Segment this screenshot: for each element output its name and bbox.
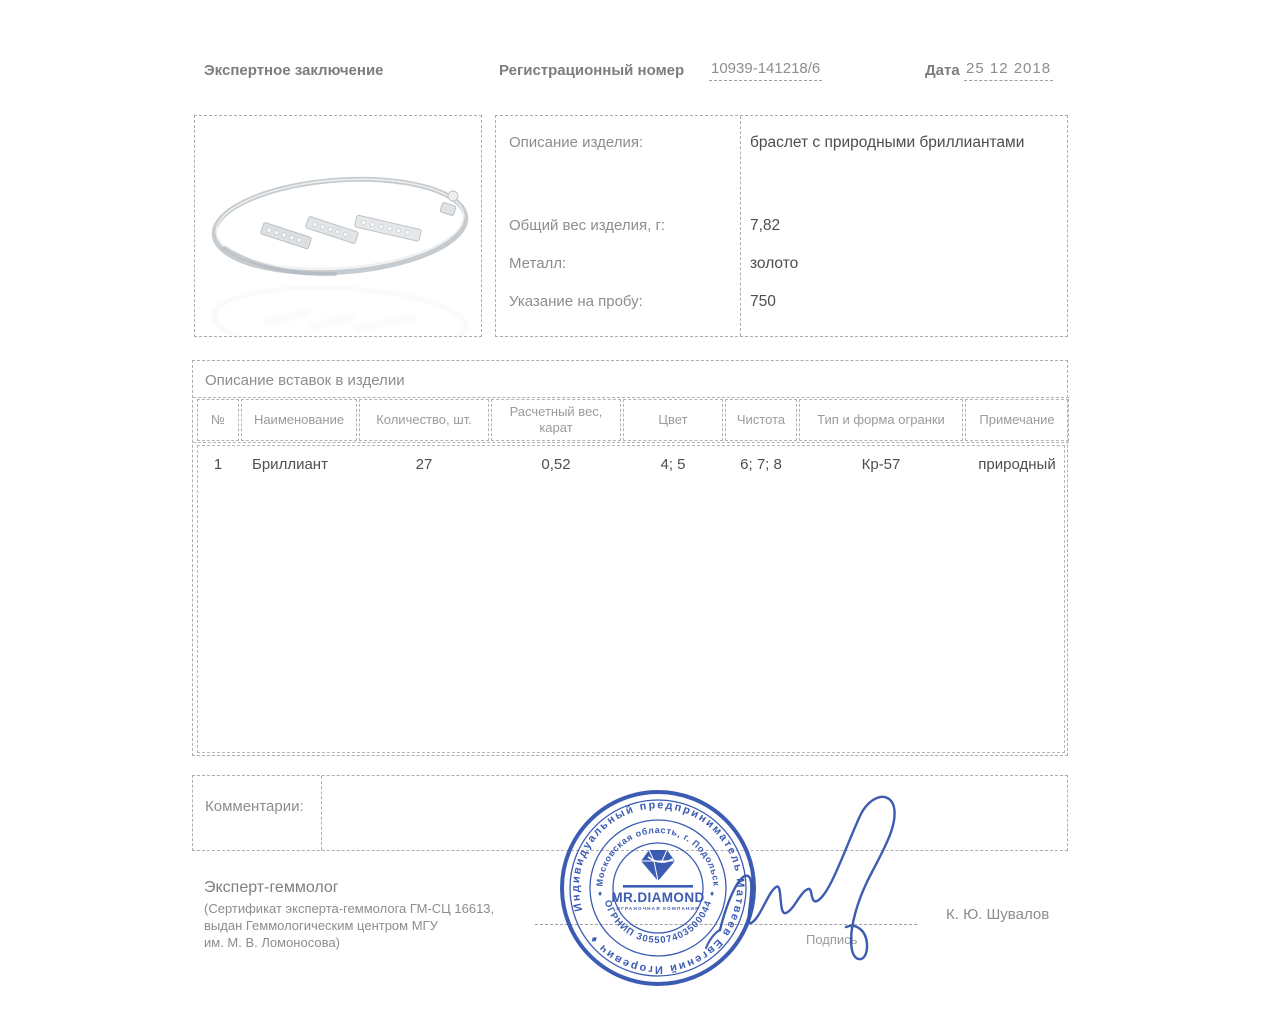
- col-cut: Тип и форма огранки: [799, 399, 963, 441]
- item-hallmark-label: Указание на пробу:: [509, 293, 643, 310]
- stamp-brand: MR.DIAMOND: [611, 890, 705, 905]
- expert-name: К. Ю. Шувалов: [946, 906, 1050, 923]
- table-row: [197, 456, 1069, 473]
- col-name: Наименование: [241, 399, 357, 441]
- cell-clarity: 6; 7; 8: [740, 456, 782, 473]
- expert-cert-line3: им. М. В. Ломоносова): [204, 935, 340, 950]
- col-clarity: Чистота: [725, 399, 797, 441]
- comments-label: Комментарии:: [205, 798, 304, 815]
- item-metal-label: Металл:: [509, 255, 567, 272]
- signature-label: Подпись: [806, 932, 858, 947]
- product-photo-box: [194, 115, 482, 337]
- item-weight-label: Общий вес изделия, г:: [509, 217, 666, 234]
- item-metal-value: золото: [750, 255, 799, 272]
- col-color: Цвет: [623, 399, 723, 441]
- handwritten-signature: [700, 780, 980, 990]
- stamp-bullet-right: ♦: [710, 889, 715, 898]
- cell-quantity: 27: [415, 456, 433, 473]
- stamp-outer-text: Индивидуальный предприниматель Матвеев Евгений Игоревич ♦: [569, 799, 747, 976]
- inserts-section: [192, 360, 1068, 756]
- cell-weight: 0,52: [541, 456, 571, 473]
- comments-divider: [321, 776, 322, 850]
- inserts-header-divider: [193, 442, 1069, 443]
- item-hallmark-value: 750: [750, 293, 776, 310]
- stamp-ogrnip-text: ОГРНИП 305507403500044: [601, 898, 715, 947]
- inserts-data-area: [197, 445, 1065, 753]
- item-weight-value: 7,82: [750, 217, 781, 234]
- expert-title: Эксперт-геммолог: [204, 879, 339, 896]
- inserts-table-header: [197, 399, 1069, 441]
- item-description-box: [495, 115, 1068, 337]
- date-value: 25 12 2018: [964, 60, 1053, 81]
- col-note: Примечание: [965, 399, 1069, 441]
- expert-cert-line2: выдан Геммологическим центром МГУ: [204, 918, 438, 933]
- expert-cert-line1: (Сертификат эксперта-геммолога ГМ-СЦ 16613,: [204, 901, 495, 916]
- col-weight: Расчетный вес, карат: [491, 399, 621, 441]
- cell-cut: Кр-57: [861, 456, 901, 473]
- stamp-region-text: Московская область, г. Подольск: [594, 824, 722, 887]
- diamond-icon: [641, 850, 675, 881]
- stamp-bullet-left: ♦: [598, 889, 603, 898]
- inserts-section-title: Описание вставок в изделии: [205, 372, 405, 389]
- registration-number-label: Регистрационный номер: [499, 62, 685, 79]
- date-label: Дата: [925, 62, 960, 79]
- stamp-brand-sub: ОГРАНОЧНАЯ КОМПАНИЯ: [616, 906, 700, 911]
- page-title: Экспертное заключение: [204, 62, 384, 79]
- cell-note: природный: [978, 456, 1056, 473]
- registration-number-value: 10939-141218/6: [709, 60, 822, 81]
- col-quantity: Количество, шт.: [359, 399, 489, 441]
- bracelet-photo: [195, 116, 481, 336]
- item-description-label: Описание изделия:: [509, 134, 644, 151]
- stamp-rule: [623, 885, 693, 888]
- col-number: №: [197, 399, 239, 441]
- cell-color: 4; 5: [660, 456, 686, 473]
- item-description-value: браслет с природными бриллиантами: [750, 134, 1025, 151]
- cell-number: 1: [213, 456, 223, 473]
- inserts-title-divider: [193, 397, 1069, 398]
- cell-name: Бриллиант: [252, 456, 328, 473]
